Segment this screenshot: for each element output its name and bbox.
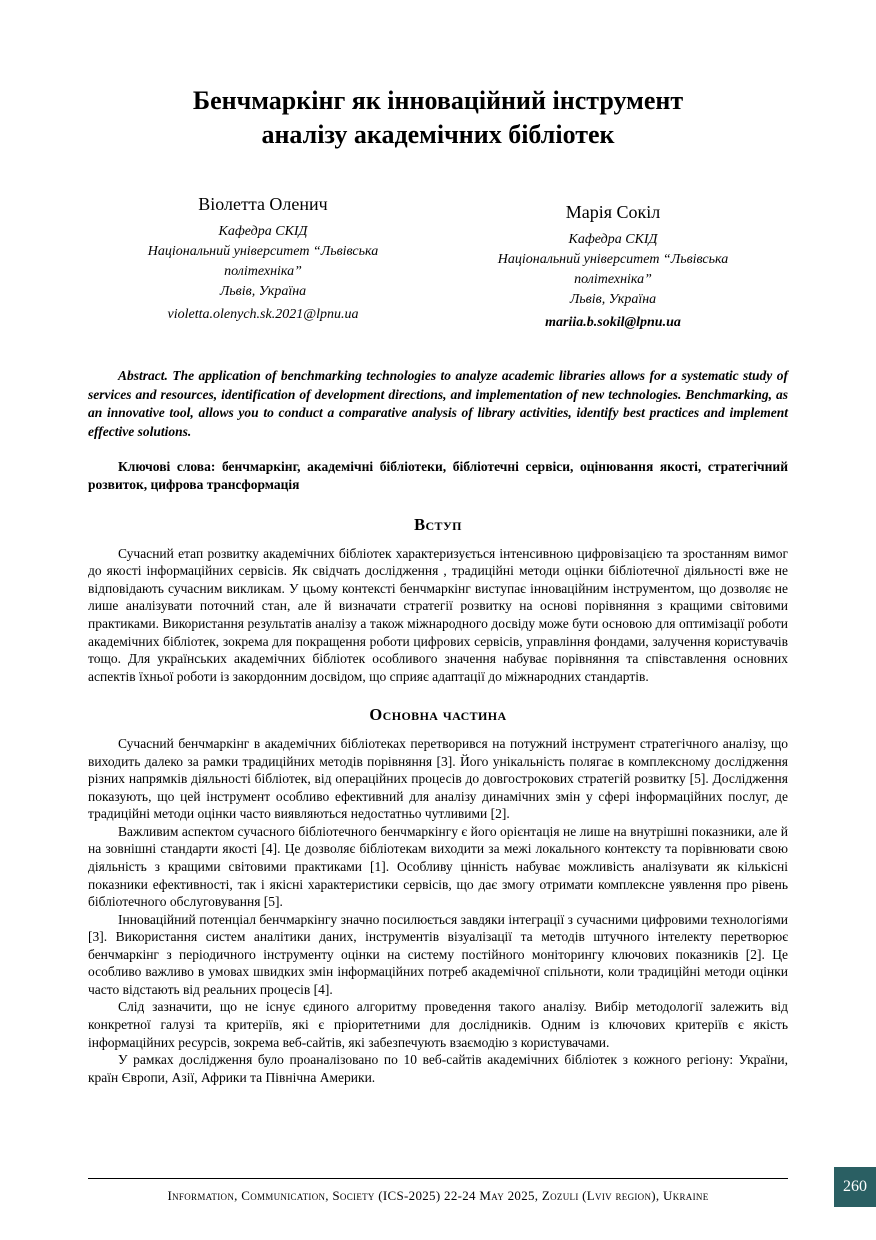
abstract-paragraph: Abstract. The application of benchmarking technologies to analyze academic libraries allows for a systematic study of services and resources, identification of development directions, and implementation of new technologies. Benchmarking, as an innovative tool, allows you to conduct a comparative analysis of library activities, identify best practices and implement effective solutions. bbox=[88, 368, 788, 439]
intro-paragraph-1: Сучасний етап розвитку академічних бібліотек характеризується інтенсивною цифровізацією та зростанням вимог до якості інформаційних сервісів. Як свідчать дослідження , традиційні методи оцінки бібліотечної діяльності вже не відповідають сучасним викликам. У цьому контексті бенчмаркінг виступає інноваційним інструментом, що дозволяє не лише аналізувати поточний стан, але й визначати стратегії розвитку на основі порівняння з кращими світовими практиками. Використання результатів аналізу а також міжнародного досвіду може бути основою для оптимізації роботи академічних бібліотек, зокрема для покращення роботи цифрових сервісів, управління фондами, залучення користувачів тощо. Для українських академічних бібліотек особливого значення набуває порівняння та співставлення основних аспектів їхньої роботи із закордонним досвідом, що сприяє адаптації до міжнародних стандартів. bbox=[88, 545, 788, 684]
paper-content bbox=[0, 84, 876, 1086]
footer-conference-line: Information, Communication, Society (ICS-2025) 22-24 May 2025, Zozuli (Lviv region), Ukraine bbox=[88, 1178, 788, 1204]
main-paragraph-2: Важливим аспектом сучасного бібліотечного бенчмаркінгу є його орієнтація не лише на внутрішні показники, але й на зовнішні стандарти якості [4]. Це дозволяє бібліотекам виходити за межі локального контексту та порівнювати свою діяльність з кращими світовими практиками [1]. Особливу цінність набуває можливість аналізувати як кількісні показники ефективності, так і якісні характеристики сервісів, що дає змогу отримати комплексне уявлення про рівень бібліотечного обслуговування [5]. bbox=[88, 823, 788, 910]
main-paragraph-4: Слід зазначити, що не існує єдиного алгоритму проведення такого аналізу. Вибір методології залежить від конкретної галузі та критеріїв, які є пріоритетними для дослідників. Одним із ключових критеріїв є якість інформаційних ресурсів, зокрема веб-сайтів, які забезпечують взаємодію з користувачами. bbox=[88, 999, 788, 1050]
section-heading-main: Основна частина bbox=[369, 705, 507, 725]
main-paragraph-3: Інноваційний потенціал бенчмаркінгу значно посилюється завдяки інтеграції з сучасними цифровими технологіями [3]. Використання систем аналітики даних, інструментів візуалізації та методів штучного інтелекту перетворює бенчмаркінг з періодичного інструменту оцінки на систему постійного моніторингу ключових показників [2]. Це особливо важливо в умовах швидких змін інформаційних потреб академічної спільноти, коли традиційні методи оцінки часто відстають від реальних процесів [4]. bbox=[88, 911, 788, 997]
author-2-location: Львів, Україна bbox=[569, 292, 657, 308]
page-number-badge: 260 bbox=[834, 1167, 876, 1207]
authors-block bbox=[88, 194, 788, 333]
keywords-paragraph: Ключові слова: бенчмаркінг, академічні бібліотеки, бібліотечні сервіси, оцінювання якості, стратегічний розвиток, цифрова трансформація bbox=[88, 458, 788, 493]
author-2-department: Кафедра СКІД bbox=[568, 231, 658, 247]
main-paragraph-5: У рамках дослідження було проаналізовано по 10 веб-сайтів академічних бібліотек з кожного регіону: України, країн Європи, Азії, Африки та Північна Америки. bbox=[88, 1052, 788, 1085]
section-heading-intro: Вступ bbox=[414, 514, 462, 534]
author-1-name: Віолетта Оленич bbox=[198, 193, 328, 214]
author-2-email: mariia.b.sokil@lpnu.ua bbox=[545, 314, 681, 330]
author-1-university: Національний університет “Львівська політехніка” bbox=[147, 243, 379, 280]
main-paragraph-1: Сучасний бенчмаркінг в академічних бібліотеках перетворився на потужний інструмент стратегічного аналізу, що виходить далеко за рамки традиційних методів порівняння [3]. Його унікальність полягає в комплексному дослідження різних напрямків діяльності бібліотек, від операційних процесів до довгострокових стратегій розвитку [5]. Дослідження показують, що цей інструмент особливо ефективний для аналізу динамічних змін у сфері інформаційних послуг, де традиційні методи оцінки часто виявляються недостатньо чутливими [2]. bbox=[88, 736, 788, 822]
author-1-affiliation bbox=[118, 222, 408, 325]
paper-title-line2: аналізу академічних бібліотек bbox=[261, 119, 615, 149]
author-2-name: Марія Сокіл bbox=[565, 201, 661, 222]
author-1-department: Кафедра СКІД bbox=[218, 223, 308, 239]
author-2-affiliation bbox=[468, 230, 758, 333]
author-1 bbox=[88, 194, 438, 333]
author-2-university: Національний університет “Львівська політехніка” bbox=[497, 251, 729, 288]
paper-title-line1: Бенчмаркінг як інноваційний інструмент bbox=[192, 86, 684, 115]
author-2 bbox=[438, 194, 788, 333]
paper-title bbox=[88, 84, 788, 152]
author-1-location: Львів, Україна bbox=[219, 284, 307, 300]
author-1-email: violetta.olenych.sk.2021@lpnu.ua bbox=[167, 306, 359, 322]
